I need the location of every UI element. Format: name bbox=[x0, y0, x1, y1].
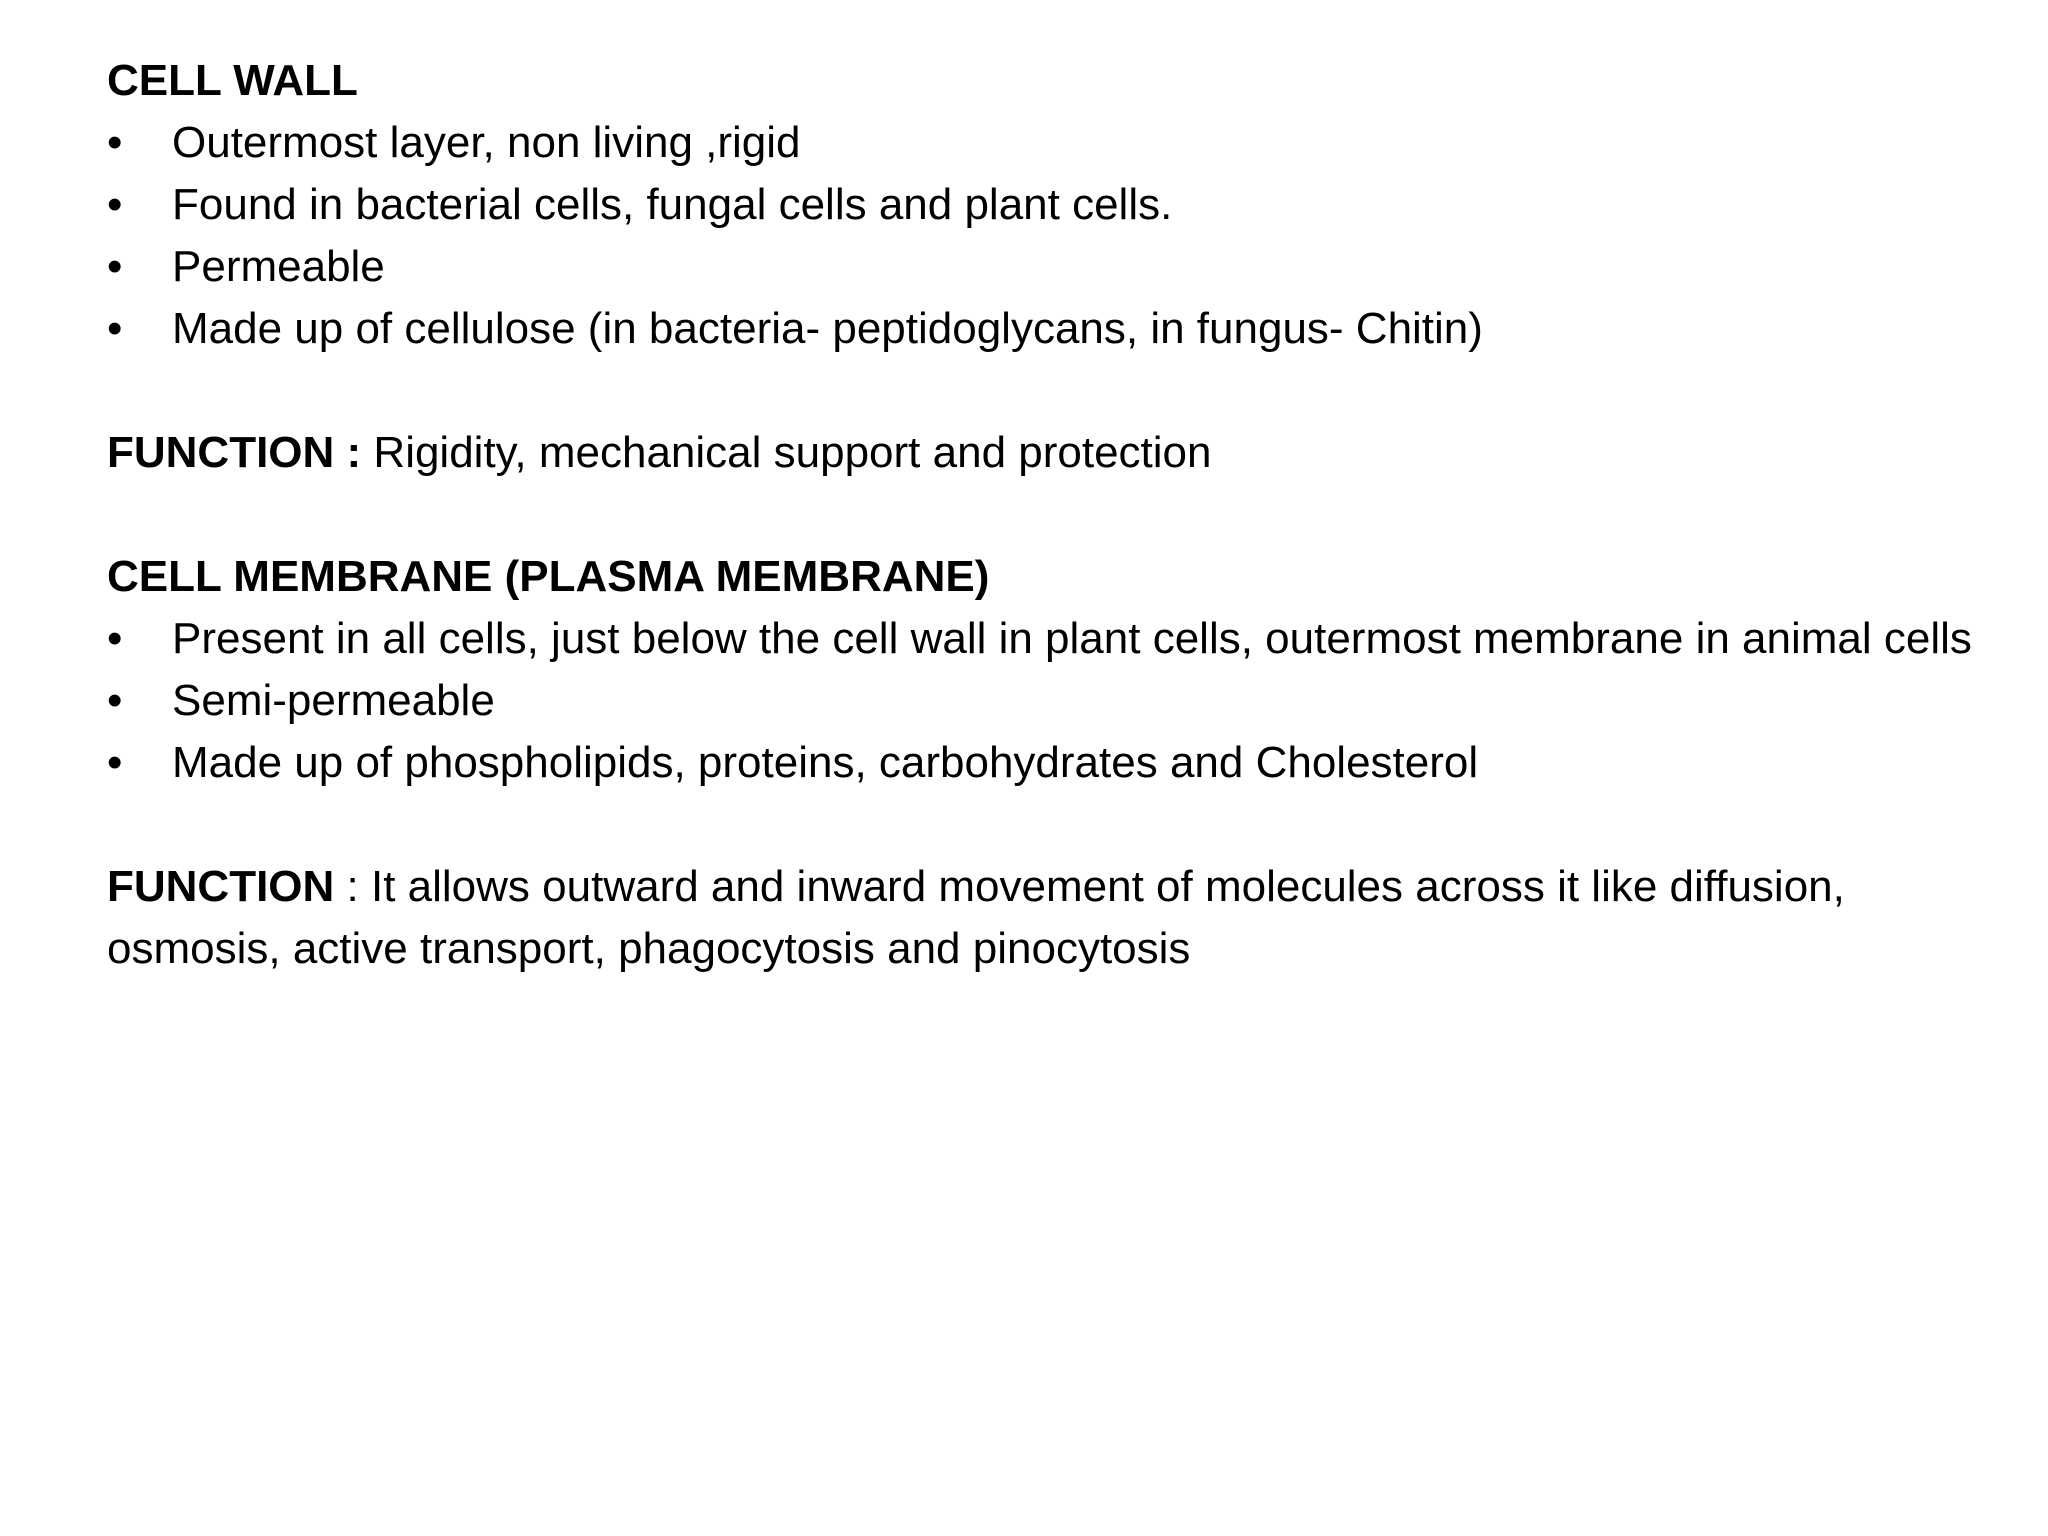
function-label: FUNCTION bbox=[107, 862, 335, 911]
list-item-text: Permeable bbox=[172, 242, 385, 291]
bullet-icon: • bbox=[107, 614, 123, 663]
slide-content bbox=[107, 50, 2007, 980]
function-text: Rigidity, mechanical support and protection bbox=[361, 428, 1212, 477]
list-item-text: Made up of phospholipids, proteins, carbohydrates and Cholesterol bbox=[172, 738, 1479, 787]
cell-membrane-heading: CELL MEMBRANE (PLASMA MEMBRANE) bbox=[107, 552, 990, 601]
list-item bbox=[107, 670, 2007, 732]
function-label: FUNCTION : bbox=[107, 428, 362, 477]
bullet-icon: • bbox=[107, 676, 123, 725]
list-item-text: Semi-permeable bbox=[172, 676, 495, 725]
spacer bbox=[107, 794, 2007, 856]
spacer bbox=[107, 484, 2007, 546]
cell-wall-list bbox=[107, 112, 2007, 360]
cell-wall-function bbox=[107, 422, 2007, 484]
list-item-text: Present in all cells, just below the cell wall in plant cells, outermost membrane in animal cells bbox=[172, 614, 1972, 663]
list-item-text: Outermost layer, non living ,rigid bbox=[172, 118, 801, 167]
list-item-text: Made up of cellulose (in bacteria- peptidoglycans, in fungus- Chitin) bbox=[172, 304, 1483, 353]
bullet-icon: • bbox=[107, 738, 123, 787]
bullet-icon: • bbox=[107, 118, 123, 167]
bullet-icon: • bbox=[107, 242, 123, 291]
list-item-text: Found in bacterial cells, fungal cells and plant cells. bbox=[172, 180, 1173, 229]
spacer bbox=[107, 360, 2007, 422]
list-item bbox=[107, 174, 2007, 236]
cell-membrane-function bbox=[107, 856, 2007, 980]
list-item bbox=[107, 112, 2007, 174]
bullet-icon: • bbox=[107, 304, 123, 353]
list-item bbox=[107, 298, 2007, 360]
list-item bbox=[107, 732, 2007, 794]
bullet-icon: • bbox=[107, 180, 123, 229]
function-text: : It allows outward and inward movement of molecules across it like diffusion, osmosis, active transport, phagocytosis and pinocytosis bbox=[107, 862, 1845, 973]
list-item bbox=[107, 608, 2007, 670]
cell-wall-heading: CELL WALL bbox=[107, 56, 358, 105]
cell-membrane-list bbox=[107, 608, 2007, 794]
list-item bbox=[107, 236, 2007, 298]
